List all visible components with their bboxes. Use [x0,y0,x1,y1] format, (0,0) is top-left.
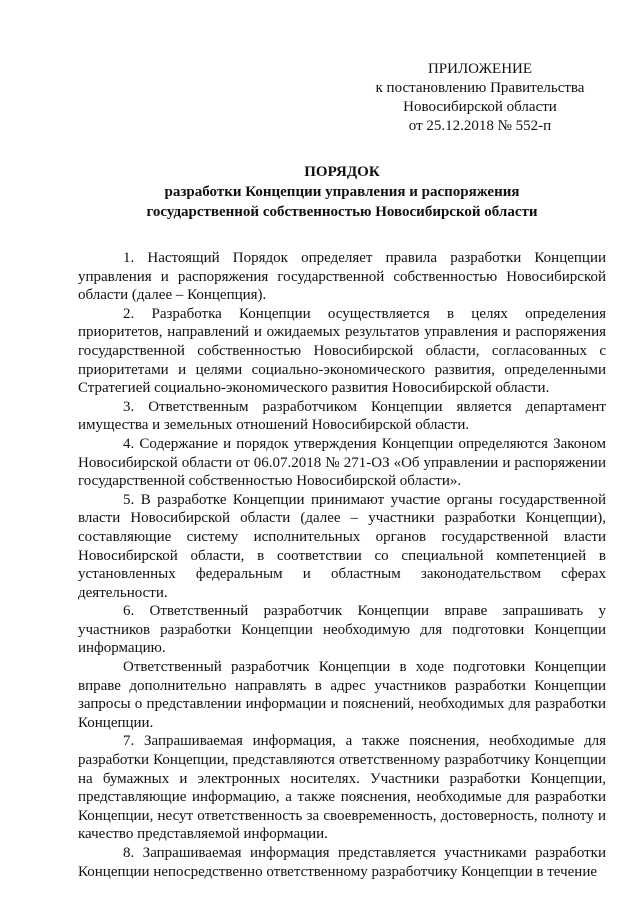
title-subtitle-line-2: государственной собственностью Новосибирской области [146,204,538,220]
paragraph-6-continued: Ответственный разработчик Концепции в ходе подготовки Концепции вправе дополнительно направлять в адрес участников разработки Концепции запросы о представлении информации и пояснений, необходимых для разработки Концепции. [78,659,606,731]
appendix-label: ПРИЛОЖЕНИЕ [427,61,533,77]
document-body [78,249,606,881]
paragraph-6: 6. Ответственный разработчик Концепции вправе запрашивать у участников разработки Концепции необходимую для подготовки Концепции информацию. [78,603,606,657]
appendix-resolution: к постановлению Правительства [375,80,585,96]
paragraph-8: 8. Запрашиваемая информация представляется участниками разработки Концепции непосредственно ответственному разработчику Концепции в течение [78,845,606,880]
appendix-header [360,60,600,136]
document-title [78,162,606,222]
paragraph-4: 4. Содержание и порядок утверждения Концепции определяются Законом Новосибирской области от 06.07.2018 № 271-ОЗ «Об управлении и распоряжении государственной собственностью Новосибирской области». [78,435,606,490]
appendix-region: Новосибирской области [403,99,557,115]
title-subtitle-line-1: разработки Концепции управления и распоряжения [164,184,520,200]
appendix-date-number: от 25.12.2018 № 552-п [408,118,552,134]
title-heading: ПОРЯДОК [304,164,380,180]
paragraph-7: 7. Запрашиваемая информация, а также пояснения, необходимые для разработки Концепции, представляются ответственному разработчику Концепции на бумажных и электронных носителях. Участники разработки Концепции, представляющие информацию, а также пояснения, необходимые для разработки Концепции, несут ответственность за своевременность, достоверность, полноту и качество представляемой информации. [78,733,606,843]
paragraph-5: 5. В разработке Концепции принимают участие органы государственной власти Новосибирской области (далее – участники разработки Концепции), составляющие систему исполнительных органов государственной власти Новосибирской области, в соответствии со специальной компетенцией в установленных федеральным и областным законодательством сферах деятельности. [78,491,606,601]
paragraph-3: 3. Ответственным разработчиком Концепции является департамент имущества и земельных отношений Новосибирской области. [78,398,606,434]
paragraph-1: 1. Настоящий Порядок определяет правила разработки Концепции управления и распоряжения государственной собственностью Новосибирской области (далее – Концепция). [78,250,606,304]
paragraph-2: 2. Разработка Концепции осуществляется в целях определения приоритетов, направлений и ожидаемых результатов управления и распоряжения государственной собственностью Новосибирской области, согласованных с приоритетами и целями социально-экономического развития, определенными Стратегией социально-экономического развития Новосибирской области. [78,305,606,397]
